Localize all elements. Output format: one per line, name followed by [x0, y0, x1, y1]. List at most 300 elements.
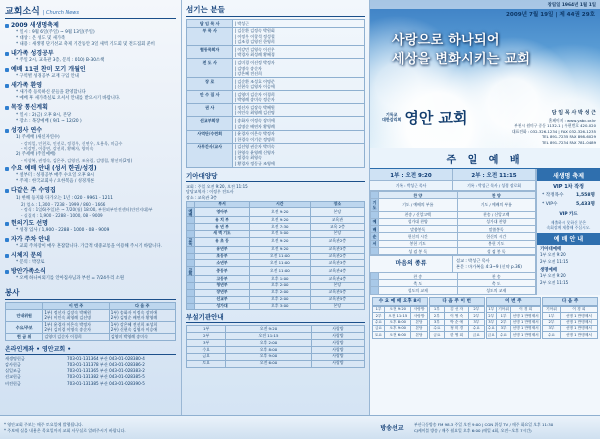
- staff-names: | 김문환 김정숙 박원회 | 이정우 이창석 정성철 | 김조경 김영진 한영희: [233, 27, 365, 46]
- pastor-name: 담 임 목 사 박 성 근: [551, 110, 596, 117]
- worship-guide-time: 2부 오전 11:15: [540, 280, 569, 286]
- service-2-name: 2부 : 오전 11:15: [453, 169, 536, 180]
- bottom-table-cell: 선명 1 반명제서: [560, 325, 597, 331]
- bottom-table-cell: 이 경 희: [560, 306, 597, 312]
- school-dept: 영아부: [195, 208, 250, 217]
- order-item-2: 헌신의 시간: [457, 233, 536, 240]
- affiliate-cell: 2부: [187, 333, 226, 340]
- table-row: [371, 247, 536, 254]
- table-row: [371, 280, 536, 287]
- news-item-detail: * 일시 : 2(금) 오후 8시, 본당: [16, 112, 72, 118]
- bottom-table-cell: 3부: [429, 319, 444, 325]
- bottom-table-cell: 2부: [496, 319, 510, 325]
- news-item-detail: 1) 주세배 (새신자연수): [16, 134, 60, 140]
- sermon-followup-table: [370, 272, 536, 295]
- bottom-table-cell: 기아위: [543, 306, 561, 312]
- bottom-table-cell: 금요: [469, 332, 484, 338]
- church-address: 부천시 원미구 중동 1132-1 | 우편번호 420-020 대표전화 : 032-326-1234 | FAX 032-326-1235: [511, 123, 596, 134]
- bottom-table-cell: 본당: [411, 332, 427, 338]
- vip-stat-row: [537, 191, 600, 200]
- staff-row: [187, 46, 365, 59]
- broadcast-logo: 방송선교: [380, 425, 404, 432]
- bottom-table-cell: 이 영 숙: [445, 313, 469, 319]
- worship-guide-rows: [537, 245, 600, 287]
- bottom-table-cell: 3부: [469, 319, 484, 325]
- school-dept: 유 년 부: [195, 224, 250, 231]
- staff-names: | 송화자 이정숙 장미애 | 김명순 배연자 황영례: [233, 117, 365, 130]
- table-row: [187, 326, 365, 333]
- bottom-tables: [370, 295, 600, 339]
- news-item-title: 헌의기도 선명: [5, 220, 176, 228]
- service-next-week: 김영미 박영례 송미숙: [109, 333, 175, 340]
- staff-row: [187, 143, 365, 167]
- bottom-table-grid: [372, 306, 428, 339]
- vip-stat-row: [537, 200, 600, 209]
- affiliate-cell: 3부: [187, 340, 226, 347]
- vip-card-note: 제출하시 못하신 분은 속회장께 제출해 주십시오.: [546, 219, 591, 230]
- staff-role: 부 목 사: [187, 27, 233, 46]
- order-item-1: 헌신의 시간: [379, 233, 458, 240]
- vip-stat-label: * VIP수: [542, 202, 558, 208]
- table-row: [373, 313, 428, 319]
- bottom-table-cell: 2부: [469, 313, 484, 319]
- account-label: 새생명헌금: [5, 356, 25, 361]
- table-row: [187, 296, 365, 303]
- staff-header: [186, 4, 365, 17]
- bottom-table-cell: 오후 9:00: [385, 325, 411, 331]
- banner-title-line2: 세상을 변화시키는 교회: [392, 51, 531, 67]
- bottom-table-cell: 수요: [469, 325, 484, 331]
- service-next-week: 1부) 강은혜 전선희 조성희 2부) 신현숙 김영자 이승애: [109, 321, 175, 333]
- bottom-table-cell: 수요: [487, 326, 495, 331]
- order-group: 배: [371, 226, 379, 233]
- worship-guide-header: 예 배 안 내: [537, 233, 600, 245]
- order-heading: 찬 양: [457, 192, 536, 199]
- school-group: [187, 276, 195, 283]
- news-item-detail: * 예배 후 새가족실로 오셔서 안내를 받으시기 바랍니다.: [16, 96, 121, 102]
- order-group: 서: [371, 240, 379, 247]
- news-item: [5, 22, 176, 48]
- masthead-banner: [370, 0, 600, 148]
- banner-title-line1: 사랑으로 하나되어: [392, 33, 500, 48]
- school-place: 교육 2층: [310, 224, 364, 231]
- service-role: 안내위원: [6, 309, 43, 321]
- service-col-header: 이 번 주: [43, 302, 109, 309]
- bottom-table-cell: 금요: [373, 325, 385, 331]
- affiliate-cell: 토요: [187, 360, 226, 367]
- bottom-table-cell: 금요: [429, 332, 444, 338]
- bottom-table-cell: 3부: [543, 325, 561, 331]
- vip-panel: [536, 169, 600, 295]
- school-info: [186, 184, 365, 201]
- school-time: 오전 11:00: [249, 253, 310, 260]
- service-this-week: 1부) 정선자 김장숙 박혜원 2부) 이인숙 최영례 김선명: [43, 309, 109, 321]
- affiliate-cell: 사랑방: [311, 353, 364, 360]
- school-table: [186, 201, 365, 311]
- school-col-header: 부서: [195, 201, 250, 208]
- affiliate-cell: 오전 6:00: [226, 360, 312, 367]
- staff-names: | 김선영 권순자 박미숙 | 한영숙 윤영례 신영자 | 정경숙 최영숙 | 황경자 정동규 조영애: [233, 143, 365, 167]
- news-item-title: 성경사 연수: [5, 127, 176, 135]
- news-item-detail: * 문의 : 박장로: [16, 260, 45, 266]
- table-row: [371, 240, 536, 247]
- table-row: [6, 321, 176, 333]
- bottom-table-cell: 토요: [373, 332, 385, 338]
- bottom-table-cell: 2부: [429, 313, 444, 319]
- vip-header: 새생명 축제: [537, 169, 600, 181]
- footer-left-note: * 영안교회 주보는 매주 토요일에 발행됩니다. * 주보에 실을 내용은 목요일까지 교회 사무실로 알려주시기 바랍니다.: [4, 421, 126, 433]
- bottom-table-cell: 이 경 희: [511, 306, 541, 312]
- affiliate-cell: 사랑방: [311, 333, 364, 340]
- table-row: [187, 217, 365, 224]
- bottom-table-cell: 선명 1 반명제서: [560, 313, 597, 319]
- vip-stat-value: 1,558명: [576, 193, 595, 198]
- school-info-line: 장소 : 교육관 3층: [186, 194, 217, 200]
- denomination-mark: 기독교 대한감리회: [382, 111, 402, 122]
- bottom-table-cell: 본당: [411, 319, 427, 325]
- order-group: [371, 272, 379, 279]
- news-item-title: 예배 11권 찬미 모기 개월인: [5, 66, 176, 74]
- bottom-table-cell: 한 영 희: [445, 332, 469, 338]
- church-tel: TEL 891-7235 FAX 898-6029 TEL 891-7234 FAX 781-0489: [541, 134, 596, 145]
- bottom-table-cell: 3부: [496, 325, 510, 331]
- table-row: [486, 325, 541, 331]
- table-row: [373, 306, 428, 312]
- service-role: 헌 금 위: [6, 333, 43, 340]
- news-item: [5, 82, 176, 102]
- school-group: [187, 253, 195, 260]
- school-col-header: 시간: [249, 201, 310, 208]
- staff-role: 담 임 목 사: [187, 20, 233, 28]
- table-row: [486, 332, 541, 338]
- school-group: [187, 224, 195, 231]
- bottom-table: [429, 297, 485, 339]
- news-item-detail: * 내용 : 새생명 단기선교 축제 기간동안 3일 새벽 기도회 및 전도집회 준비: [16, 42, 155, 48]
- order-group: [371, 247, 379, 254]
- staff-table: [186, 19, 365, 168]
- order-group: [371, 287, 379, 294]
- news-item-detail: - 실질적 : 1,900 - 2288 - 1000, 08 - 9009: [21, 212, 103, 218]
- worship-guide-time: 1부 오전 9:20: [540, 273, 566, 279]
- order-item-2: 성 겸 봉 독: [457, 247, 536, 254]
- affiliate-cell: 오전 9:20: [226, 326, 312, 333]
- bottom-table-cell: 선명 1 반명제서: [511, 332, 541, 338]
- school-place: 본당: [310, 208, 364, 217]
- table-row: [543, 325, 598, 331]
- news-item-detail: - 이강민, 이종연, 강선희, 황혜자, 양미숙: [21, 146, 94, 152]
- school-place: 교육관: [310, 217, 364, 224]
- service-next-week: 1부) 송화자 이정숙 장미애 2부) 김명순 배연자 황영례: [109, 309, 175, 321]
- worship-orders: [370, 169, 536, 295]
- news-item: [5, 104, 176, 124]
- staff-role: 권 사: [187, 104, 233, 117]
- vip-rows: [537, 191, 600, 210]
- bottom-table-cell: 2부: [486, 313, 496, 319]
- affiliate-cell: 사랑방: [311, 326, 364, 333]
- school-group: [187, 296, 195, 303]
- news-item: [5, 187, 176, 218]
- news-item: [5, 252, 176, 266]
- table-row: [187, 208, 365, 217]
- news-item-detail: * 오배 하나씨외기를 안아집사님과 부천 = 7/24우리 소원: [16, 276, 124, 282]
- news-item-title: 방안가족소식: [5, 268, 176, 276]
- homepage: 홈페이지 : www.yabc.or.kr: [548, 117, 596, 123]
- bottom-table-cell: 선명 1 반명제서: [511, 313, 541, 319]
- order-item-2: 봉헌 기도: [457, 240, 536, 247]
- worship-order-table: [370, 191, 536, 255]
- news-item: [5, 50, 176, 64]
- news-item-detail: - 강의일, 인천로, 인선로, 정경우, 신연우, 오용욱, 미금수: [21, 140, 123, 146]
- service-this-week: 1부) 윤경자 이은숙 박정자 2부) 김미경 이명숙 송순자: [43, 321, 109, 333]
- account-number: 703-01-131382 부산 043-01-028385-5: [67, 374, 145, 380]
- bottom-table-cell: 1부: [486, 306, 496, 312]
- affiliate-cell: 오후 2:00: [226, 340, 312, 347]
- bottom-table-cell: 오전 6:00: [385, 332, 411, 338]
- order-item-1: 찬송 / 신앙고백: [379, 211, 458, 218]
- news-item-title: 새가족 환영: [5, 82, 176, 90]
- table-row: [187, 267, 365, 276]
- affiliate-cell: 오후 9:00: [226, 353, 312, 360]
- order-group: 순: [371, 233, 379, 240]
- order-item-2: 찬송 / 신앙고백: [457, 211, 536, 218]
- order-group: [371, 280, 379, 287]
- account-label: 십일조금: [5, 368, 21, 374]
- staff-role: 장 로: [187, 78, 233, 91]
- affiliate-cell: 오전 11:15: [226, 333, 312, 340]
- school-time: 오전 11:00: [249, 260, 310, 267]
- bottom-table: [486, 297, 542, 339]
- order-item-2: 성가대 찬양: [457, 218, 536, 225]
- school-place: 교육관5층: [310, 296, 364, 303]
- left-column: [0, 0, 182, 439]
- table-row: [187, 333, 365, 340]
- footer-broadcast-info: 부산극동방송 FM 98.3 주일 오전 9:00 | CGN 위성 TV / 매주 화요일 오후 11:30 CJ케이블 방송 / 매주 월요일 오후 6:00 (매일 4회, 오전~오후 7시간): [414, 421, 554, 433]
- news-item-title: 수요 예배 안내 (성서 한권/성경): [5, 165, 176, 173]
- school-time: 오전 7:30: [249, 224, 310, 231]
- account-header: 온라인계좌 • 영안교회 •: [5, 344, 176, 355]
- school-group: [187, 303, 195, 310]
- affiliate-cell: 1부: [187, 326, 226, 333]
- issue-line: 2009년 7월 19일 | 제 44권 29호: [506, 12, 595, 18]
- affiliate-header: 부설기관안내: [186, 312, 365, 323]
- bottom-table-cell: 선명 1 반명제서: [560, 332, 597, 338]
- table-row: [371, 218, 536, 225]
- table-row: [187, 340, 365, 347]
- vip-card-header: VIP 카드: [559, 212, 578, 218]
- worship-guide-category: 기아대예배: [540, 246, 562, 252]
- staff-names: | 김영미 김순자 이경희 | 박영례 송미숙 정순자: [233, 91, 365, 104]
- account-label: 비전헌금: [5, 380, 21, 386]
- order-item-2: 기도 / 예배의 부름: [457, 199, 536, 211]
- account-list: [5, 356, 176, 387]
- school-place: 교육관4층: [310, 276, 364, 283]
- bottom-table-cell: 선명 1 반명제서: [511, 319, 541, 325]
- table-row: [371, 192, 536, 199]
- service-col-header: [6, 302, 43, 309]
- news-list: [5, 22, 176, 283]
- vip-stat-label: * 작정목수: [542, 193, 564, 198]
- school-place: 교육관5층: [310, 289, 364, 296]
- worship-guide-time: 1부 오전 9:20: [540, 252, 566, 258]
- news-item-detail: 2) 주세배 (주일예배): [16, 151, 56, 157]
- bottom-table: [542, 297, 598, 339]
- table-row: [187, 289, 365, 296]
- sermon-left: [370, 256, 453, 272]
- bottom-table-cell: 선명 1 반명제서: [511, 325, 541, 331]
- news-item-detail: * 새가족 등록하신 분들을 환영합니다: [16, 90, 86, 96]
- bottom-table-cell: 3부: [486, 319, 496, 325]
- affiliate-cell: 사랑방: [311, 340, 364, 347]
- order-item-1: 봉헌 기도: [379, 240, 458, 247]
- order-item-2: 축 도: [457, 280, 536, 287]
- table-row: [429, 332, 484, 338]
- school-time: 오전 9:20: [249, 217, 310, 224]
- school-col-header: 장소: [310, 201, 364, 208]
- order-item-1: 성 겸 봉 독: [379, 247, 458, 254]
- table-row: [371, 199, 536, 211]
- school-place: 본당: [310, 303, 364, 310]
- service-title: 봉사: [5, 287, 20, 297]
- table-row: [187, 253, 365, 260]
- news-item-detail: * 설부터 : 성경공부 매주 수요일 오후 8시: [16, 173, 95, 179]
- school-group: [187, 282, 195, 289]
- account-row: [5, 381, 176, 387]
- staff-row: [187, 104, 365, 117]
- school-place: 교육관3층: [310, 246, 364, 253]
- staff-row: [187, 27, 365, 46]
- bottom-table-cell: 정 미 경: [445, 325, 469, 331]
- bottom-table-cell: 금요: [487, 332, 495, 337]
- affiliate-cell: 오후 8:00: [226, 347, 312, 354]
- banner-title: [392, 32, 530, 70]
- service-1-name: 1부 : 오전 9:20: [370, 169, 453, 180]
- news-item-title: 2009 새생명축제: [5, 22, 176, 30]
- school-group: [187, 230, 195, 237]
- bottom-table-cell: 사랑방: [411, 313, 427, 319]
- order-item-2: 찬 송: [457, 272, 536, 279]
- church-contact: [512, 110, 596, 145]
- bottom-table-cell: 수요: [373, 319, 385, 325]
- order-item-1: 축 도: [379, 280, 458, 287]
- news-item-detail: * 대상 : 온 성도 및 새가족: [16, 36, 66, 42]
- school-group: 예배: [187, 208, 195, 217]
- table-row: [429, 306, 484, 312]
- order-group: 예: [371, 218, 379, 225]
- school-dept: 유 치 부: [195, 217, 250, 224]
- church-news-title-kr: 교회소식: [5, 7, 40, 17]
- school-time: 오전 11:00: [249, 267, 310, 276]
- staff-names: | 정선자 김장숙 박혜원 | 이인숙 최영례 김선명: [233, 104, 365, 117]
- school-place: 본당: [310, 282, 364, 289]
- account-label: 선교헌금: [5, 374, 21, 380]
- bottom-table-header: 다 음 주: [542, 297, 598, 306]
- news-item-title: 내가족 성경공부: [5, 50, 176, 58]
- bottom-table-header: 수 요 예 배 오후 8시: [372, 297, 428, 306]
- school-dept: 선교부: [195, 296, 250, 303]
- news-item-detail: 2) 업소 : 1,300 - 7238 - 1999 / 860 - 1666: [21, 201, 106, 207]
- table-row: [6, 309, 176, 321]
- bottom-table-cell: 2부: [469, 306, 484, 312]
- school-time: 오전 9:20: [249, 208, 310, 217]
- school-group: [187, 260, 195, 267]
- staff-names: | 김순환 조성호 이명준 | 신현숙 김영자 이승애: [233, 78, 365, 91]
- news-item-detail: * 구역별 성경공부 교재 구입 안내: [16, 74, 79, 80]
- bottom-table-cell: 수요: [543, 332, 561, 338]
- staff-row: [187, 117, 365, 130]
- bottom-table-grid: [486, 306, 542, 339]
- order-item-2: 말씀봉독: [457, 226, 536, 233]
- bottom-table-grid: [429, 306, 485, 339]
- bottom-table-cell: 오후 8:00: [385, 319, 411, 325]
- bottom-table-cell: 2부: [543, 319, 561, 325]
- school-col-header: [187, 201, 195, 208]
- school-header: 기아대양당: [186, 171, 365, 182]
- bottom-table-cell: 선명 1 반명제서: [560, 319, 597, 325]
- affiliate-table: [186, 325, 365, 367]
- bottom-table-cell: 박 순 애: [445, 319, 469, 325]
- staff-row: [187, 59, 365, 78]
- staff-names: | 윤경자 이은숙 박정자 | 한경숙 이기순 정명희: [233, 130, 365, 143]
- school-dept: 초등부: [195, 253, 250, 260]
- affiliate-cell: 수요: [187, 347, 226, 354]
- school-time: 오후 1:00: [249, 276, 310, 283]
- school-time: 오전 9:20: [249, 237, 310, 246]
- staff-names: | 이강민 김영숙 이선우 | 박경자 최성례 황혜경: [233, 46, 365, 59]
- bottom-table-cell: 오전 9:20: [385, 306, 411, 312]
- staff-names: | 박성근: [233, 20, 365, 28]
- school-time: 오후 2:00: [249, 296, 310, 303]
- table-row: [371, 287, 536, 294]
- bottom-table-cell: 2부: [373, 313, 385, 319]
- staff-role: 선교부회장: [187, 117, 233, 130]
- staff-role: 안 수 집 사: [187, 91, 233, 104]
- school-dept: 중등부: [195, 267, 250, 276]
- middle-column: [182, 0, 370, 439]
- service-1-note: 기록 : 박성근 목사: [370, 181, 453, 190]
- table-row: [371, 226, 536, 233]
- news-item: [5, 165, 176, 185]
- news-item-detail: * 성경 입사 / 1,900 - 2288 - 1000 - 08 - 9009: [16, 228, 110, 234]
- news-item-title: 목장 통신계획: [5, 104, 176, 112]
- school-info-line: 담당교역자 : 이정우 전도사: [186, 189, 234, 195]
- sermon-box: [370, 255, 536, 272]
- news-item-detail: 1) 한해 등지와 다가오는 1년 : 020 - 9961 - 1211: [16, 195, 113, 201]
- news-item-detail: - 정식 : 1일6(주일)은 ~ 7/20(월) 18:00, 부천외부안전센터(안전지대)부: [21, 207, 153, 213]
- news-item-detail: * 교회 주차장이 매우 혼잡합니다. 가급적 대중교통을 이용해 주시기 바랍니다.: [16, 244, 162, 250]
- school-group: [187, 217, 195, 224]
- order-item-1: 성도의 교제: [379, 287, 458, 294]
- affiliate-cell: 사랑방: [311, 360, 364, 367]
- table-row: [429, 319, 484, 325]
- account-number: 703-01-131365 부산 043-01-028383-2: [67, 368, 145, 374]
- affiliate-cell: 금요: [187, 353, 226, 360]
- footer: [0, 415, 600, 439]
- table-row: [187, 347, 365, 354]
- table-row: [187, 224, 365, 231]
- sermon-scripture: 본문 : 마가복음 4:3~9 (신약 p.36): [456, 264, 522, 270]
- news-item: [5, 66, 176, 80]
- staff-role: 사역단/수련회: [187, 130, 233, 143]
- table-row: [371, 211, 536, 218]
- sermon-preacher: 설교 : 박성근 목사: [456, 258, 490, 264]
- staff-row: [187, 20, 365, 28]
- staff-row: [187, 91, 365, 104]
- bottom-table-cell: 1부: [496, 313, 510, 319]
- school-info-line: 교회 : 주일 오전 9:20, 오전 11:15: [186, 183, 248, 189]
- service-role: 수요/주보: [6, 321, 43, 333]
- bottom-table-cell: 1부: [429, 306, 444, 312]
- worship-header: 주 일 예 배: [370, 148, 600, 169]
